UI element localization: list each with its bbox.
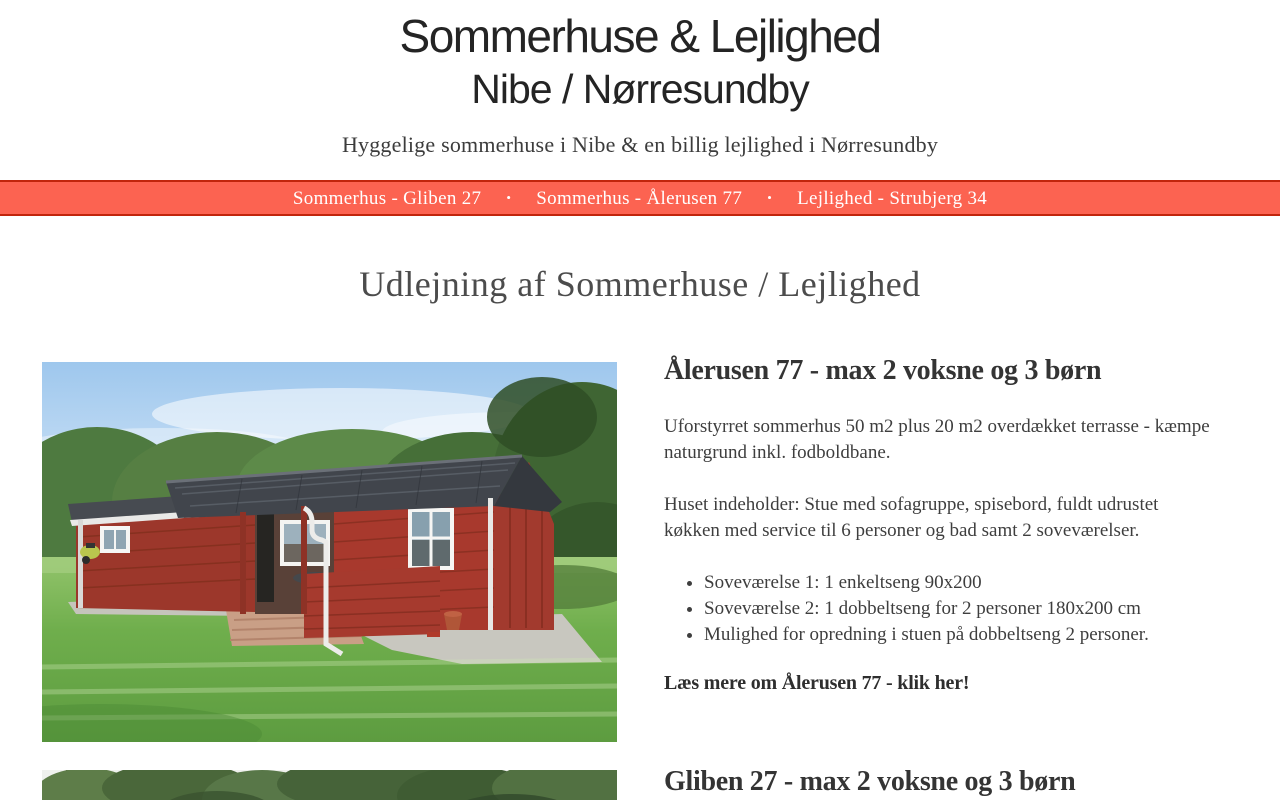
site-subtitle: Nibe / Nørresundby [471,66,809,112]
trees-illustration [42,770,617,800]
bedroom-list [664,570,1220,648]
house-description-1: Uforstyrret sommerhus 50 m2 plus 20 m2 overdækket terrasse - kæmpe naturgrund inkl. fodboldbane. [664,416,1210,463]
page-title: Udlejning af Sommerhuse / Lejlighed [359,264,921,304]
photo-gliben-27 [42,770,617,800]
bedroom-list-item: • Soveværelse 1: 1 enkeltseng 90x200 [704,570,1220,596]
house-title-alerusen-77: Ålerusen 77 - max 2 voksne og 3 børn [664,355,1102,386]
nav-item-gliben-27[interactable]: Sommerhus - Gliben 27 [292,188,482,209]
nav-item-strubjerg-34[interactable]: Lejlighed - Strubjerg 34 [797,188,988,209]
main-navbar [0,180,1280,216]
bedroom-list-item: • Soveværelse 2: 1 dobbeltseng for 2 personer 180x200 cm [704,596,1220,622]
nav-separator-dot: • [506,190,512,205]
section-gliben-27 [664,763,1220,800]
bedroom-list-item: • Mulighed for opredning i stuen på dobbeltseng 2 personer. [704,622,1220,648]
site-title: Sommerhuse & Lejlighed [399,10,881,62]
summerhouse-illustration [42,362,617,742]
read-more-alerusen-77-link[interactable]: Læs mere om Ålerusen 77 - klik her! [664,672,970,694]
site-tagline: Hyggelige sommerhuse i Nibe & en billig lejlighed i Nørresundby [341,132,939,157]
house-description-2: Huset indeholder: Stue med sofagruppe, spisebord, fuldt udrustet køkken med service til 6 personer og bad samt 2 soveværelser. [664,494,1159,541]
nav-item-alerusen-77[interactable]: Sommerhus - Ålerusen 77 [536,188,743,209]
photo-alerusen-77 [42,362,617,742]
nav-separator-dot: • [767,190,773,205]
section-alerusen-77 [664,352,1220,696]
house-title-gliben-27: Gliben 27 - max 2 voksne og 3 børn [664,766,1076,797]
